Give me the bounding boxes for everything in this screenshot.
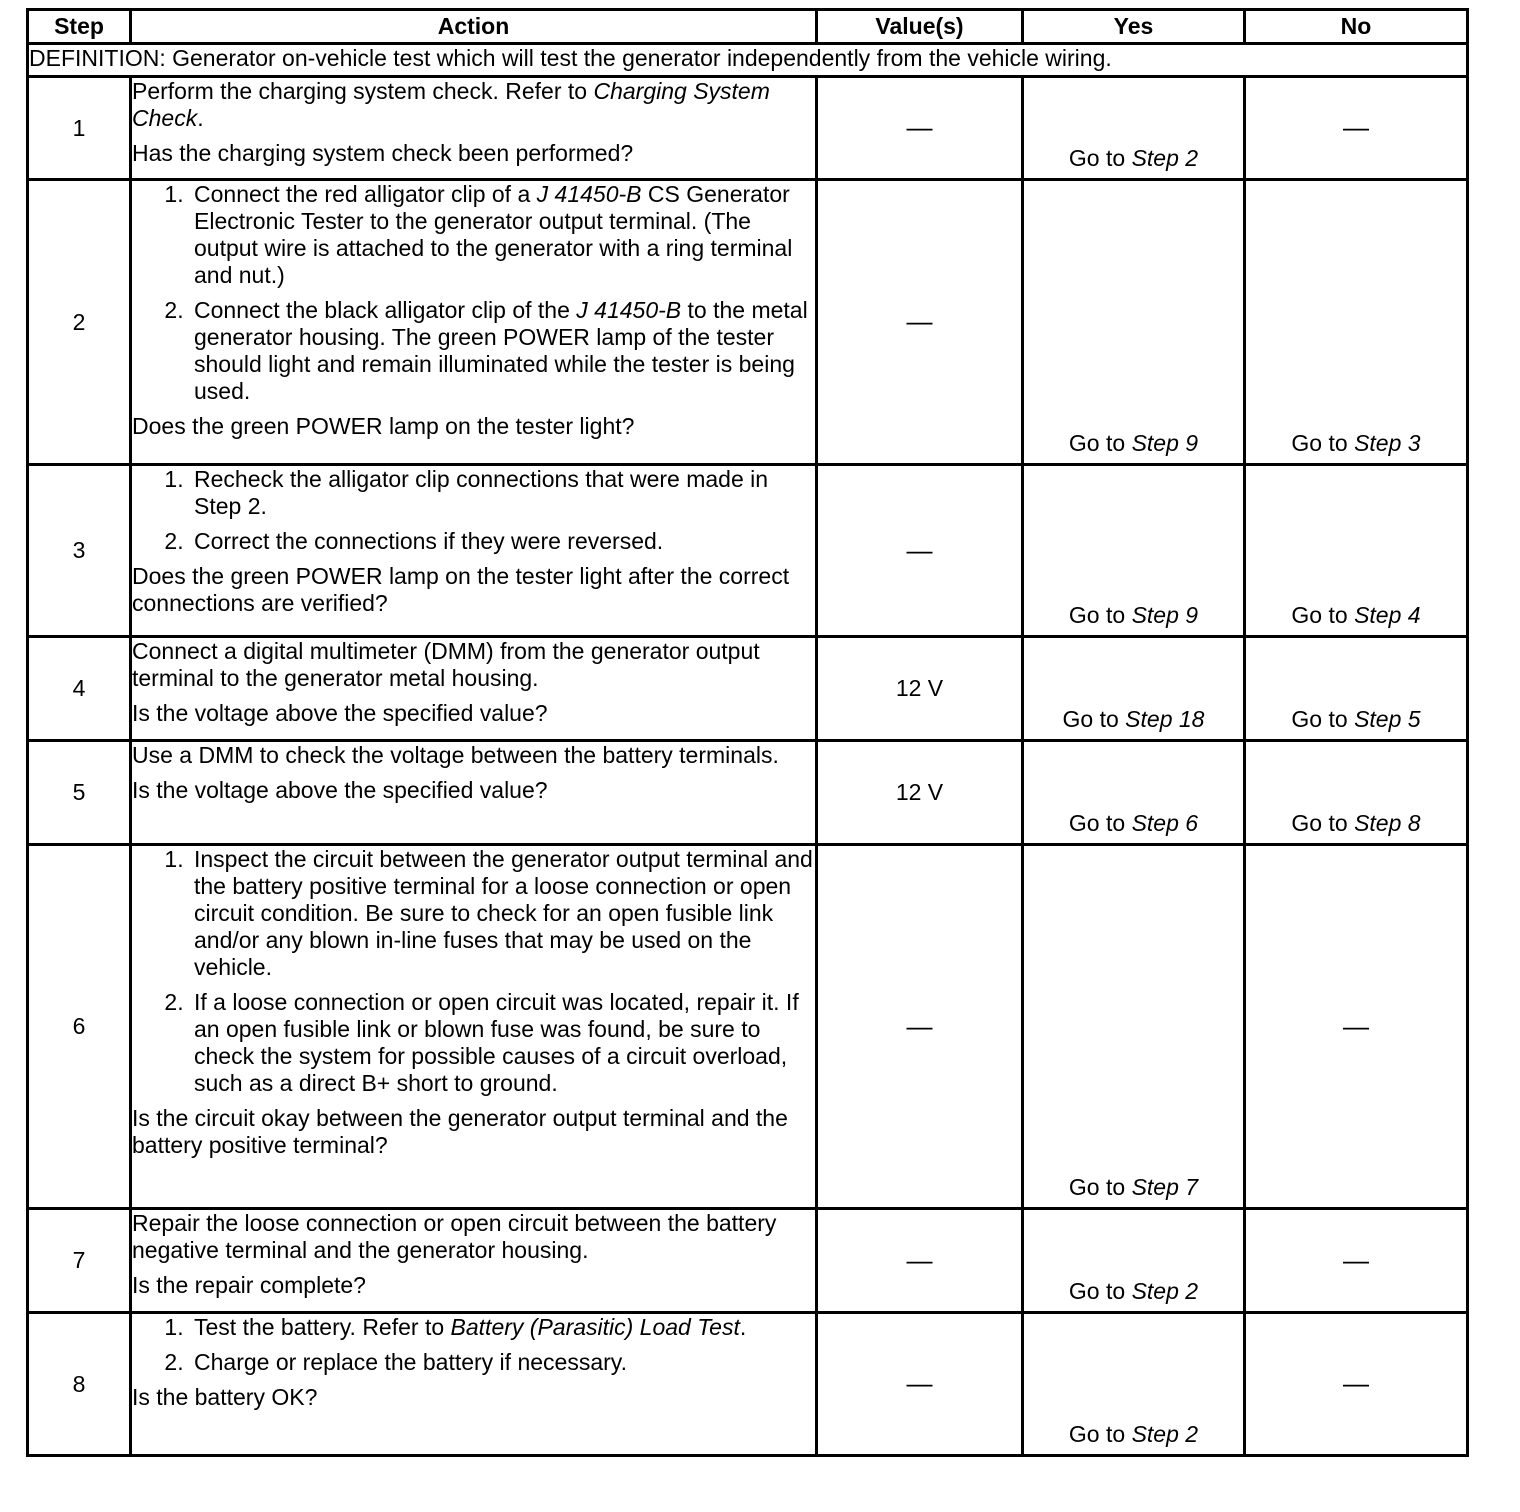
list-item: 2. Charge or replace the battery if necessary. <box>190 1349 815 1376</box>
step-label: 6 <box>72 1013 86 1039</box>
value-text: — <box>906 112 933 142</box>
table-row <box>28 845 1468 1209</box>
instruction-list <box>132 1314 815 1376</box>
instruction-text: to the metal generator housing. The green POWER lamp of the tester should light and remain illuminated while the tester is being used. <box>194 297 808 404</box>
header-step: Step <box>28 10 131 44</box>
question: Is the circuit okay between the generator output terminal and the battery positive terminal? <box>132 1105 788 1158</box>
question: Does the green POWER lamp on the tester light after the correct connections are verified? <box>132 563 790 616</box>
action-cell <box>131 1209 817 1313</box>
list-item <box>190 181 815 289</box>
value-text: — <box>906 1368 933 1398</box>
tool-ref: J 41450-B <box>536 181 642 207</box>
header-values: Value(s) <box>817 10 1023 44</box>
goto-step-ref: Step 3 <box>1354 430 1421 456</box>
question: Is the battery OK? <box>132 1384 318 1410</box>
step-number <box>28 741 131 845</box>
question: Is the voltage above the specified value? <box>132 700 548 726</box>
value-text: 12 V <box>895 675 944 701</box>
instruction <box>132 78 815 132</box>
instruction: Repair the loose connection or open circuit between the battery negative terminal and the generator housing. <box>132 1210 777 1263</box>
goto-prefix: Go to <box>1062 706 1126 732</box>
instruction-text: Perform the charging system check. Refer to <box>132 78 594 104</box>
goto-step-ref: Step 6 <box>1131 810 1199 836</box>
goto-prefix: Go to <box>1068 1278 1132 1304</box>
question: Has the charging system check been performed? <box>132 140 634 166</box>
header-action: Action <box>131 10 817 44</box>
goto-step-ref: Step 9 <box>1131 430 1199 456</box>
value-text: — <box>906 1244 933 1275</box>
table-row <box>28 1209 1468 1313</box>
header-no: No <box>1245 10 1468 44</box>
definition-row <box>28 44 1468 77</box>
yes-cell <box>1023 77 1245 180</box>
no-dash: — <box>1343 1244 1369 1275</box>
diagnostic-table <box>26 8 1469 1457</box>
step-number <box>28 637 131 741</box>
goto-step-ref: Step 2 <box>1131 1278 1199 1304</box>
header-row <box>28 10 1468 44</box>
action-cell <box>131 77 817 180</box>
value-text: — <box>906 306 933 336</box>
yes-cell <box>1023 465 1245 637</box>
instruction-list <box>132 466 815 555</box>
reference-link: Charging System Check <box>132 78 770 131</box>
goto-step-ref: Step 9 <box>1131 602 1199 628</box>
goto-prefix: Go to <box>1068 602 1132 628</box>
instruction-text: Connect the black alligator clip of the <box>194 297 577 323</box>
goto-step-ref: Step 18 <box>1125 706 1205 732</box>
goto-step-ref: Step 2 <box>1131 145 1199 171</box>
step-number <box>28 1209 131 1313</box>
question: Is the repair complete? <box>132 1272 366 1298</box>
action-cell <box>131 465 817 637</box>
yes-cell <box>1023 1313 1245 1456</box>
step-number <box>28 845 131 1209</box>
table-row <box>28 77 1468 180</box>
step-number <box>28 465 131 637</box>
instruction: Use a DMM to check the voltage between the battery terminals. <box>132 742 779 768</box>
value-cell <box>817 741 1023 845</box>
table-row <box>28 1313 1468 1456</box>
diagnostic-table-sheet <box>26 8 1466 1457</box>
yes-cell <box>1023 1209 1245 1313</box>
action-cell <box>131 180 817 465</box>
goto-prefix: Go to <box>1291 602 1355 628</box>
list-item <box>190 1314 815 1341</box>
step-label: 8 <box>72 1370 86 1397</box>
instruction-text: . <box>739 1314 747 1340</box>
no-cell <box>1245 845 1468 1209</box>
list-item: 1. Recheck the alligator clip connections that were made in Step 2. <box>190 466 815 520</box>
goto-prefix: Go to <box>1068 430 1132 456</box>
value-cell <box>817 1209 1023 1313</box>
value-text: — <box>906 534 933 565</box>
value-cell <box>817 637 1023 741</box>
step-number <box>28 180 131 465</box>
instruction-text: . <box>197 105 204 131</box>
table-row <box>28 180 1468 465</box>
value-text: — <box>906 1010 933 1041</box>
goto-step-ref: Step 7 <box>1131 1174 1199 1200</box>
value-cell <box>817 180 1023 465</box>
goto-prefix: Go to <box>1068 145 1132 171</box>
header-yes: Yes <box>1023 10 1245 44</box>
goto-prefix: Go to <box>1291 706 1355 732</box>
instruction-list <box>132 181 815 405</box>
step-number <box>28 1313 131 1456</box>
goto-step-ref: Step 2 <box>1131 1421 1199 1447</box>
value-cell <box>817 845 1023 1209</box>
instruction-text: Test the battery. Refer to <box>194 1314 451 1340</box>
table-row <box>28 637 1468 741</box>
value-cell <box>817 77 1023 180</box>
no-cell <box>1245 180 1468 465</box>
step-label: 1 <box>72 114 86 141</box>
yes-cell <box>1023 637 1245 741</box>
no-dash: — <box>1343 112 1369 142</box>
goto-prefix: Go to <box>1291 810 1355 836</box>
question: Does the green POWER lamp on the tester light? <box>132 413 635 439</box>
question: Is the voltage above the specified value? <box>132 777 548 803</box>
no-cell <box>1245 1209 1468 1313</box>
step-number <box>28 77 131 180</box>
step-label: 4 <box>72 675 86 701</box>
table-row <box>28 741 1468 845</box>
action-cell <box>131 1313 817 1456</box>
step-label: 2 <box>72 308 86 335</box>
goto-prefix: Go to <box>1291 430 1355 456</box>
action-cell <box>131 637 817 741</box>
list-item <box>190 297 815 405</box>
list-item: 2. If a loose connection or open circuit was located, repair it. If an open fusible link or blown fuse was found, be sure to check the system for possible causes of a circuit overload, such as a direct B+ short to ground. <box>190 989 815 1097</box>
step-label: 7 <box>72 1247 86 1273</box>
goto-prefix: Go to <box>1068 1174 1132 1200</box>
yes-cell <box>1023 741 1245 845</box>
list-item: 2. Correct the connections if they were reversed. <box>190 528 815 555</box>
value-text: 12 V <box>895 779 944 805</box>
list-item: 1. Inspect the circuit between the generator output terminal and the battery positive terminal for a loose connection or open circuit condition. Be sure to check for an open fusible link and/or any blown in-line fuses that may be used on the vehicle. <box>190 846 815 981</box>
tool-ref: J 41450-B <box>576 297 682 323</box>
no-cell <box>1245 77 1468 180</box>
definition-text: DEFINITION: Generator on-vehicle test which will test the generator independently from the vehicle wiring. <box>28 44 1468 77</box>
goto-step-ref: Step 8 <box>1354 810 1421 836</box>
instruction-list <box>132 846 815 1097</box>
reference-link: Battery (Parasitic) Load Test <box>450 1314 740 1340</box>
yes-cell <box>1023 845 1245 1209</box>
value-cell <box>817 465 1023 637</box>
no-cell <box>1245 637 1468 741</box>
no-dash: — <box>1343 1368 1369 1398</box>
instruction-text: Connect the red alligator clip of a <box>194 181 537 207</box>
goto-prefix: Go to <box>1068 1421 1132 1447</box>
action-cell <box>131 845 817 1209</box>
value-cell <box>817 1313 1023 1456</box>
no-dash: — <box>1343 1010 1369 1041</box>
no-cell <box>1245 465 1468 637</box>
goto-step-ref: Step 5 <box>1354 706 1421 732</box>
goto-step-ref: Step 4 <box>1354 602 1421 628</box>
no-cell <box>1245 1313 1468 1456</box>
table-row <box>28 465 1468 637</box>
goto-prefix: Go to <box>1068 810 1132 836</box>
instruction: Connect a digital multimeter (DMM) from the generator output terminal to the generator metal housing. <box>132 638 760 691</box>
step-label: 5 <box>72 779 86 805</box>
no-cell <box>1245 741 1468 845</box>
yes-cell <box>1023 180 1245 465</box>
instruction-text: CS Generator Electronic Tester to the generator output terminal. (The output wire is attached to the generator with a ring terminal and nut.) <box>194 181 793 288</box>
action-cell <box>131 741 817 845</box>
step-label: 3 <box>72 537 86 563</box>
